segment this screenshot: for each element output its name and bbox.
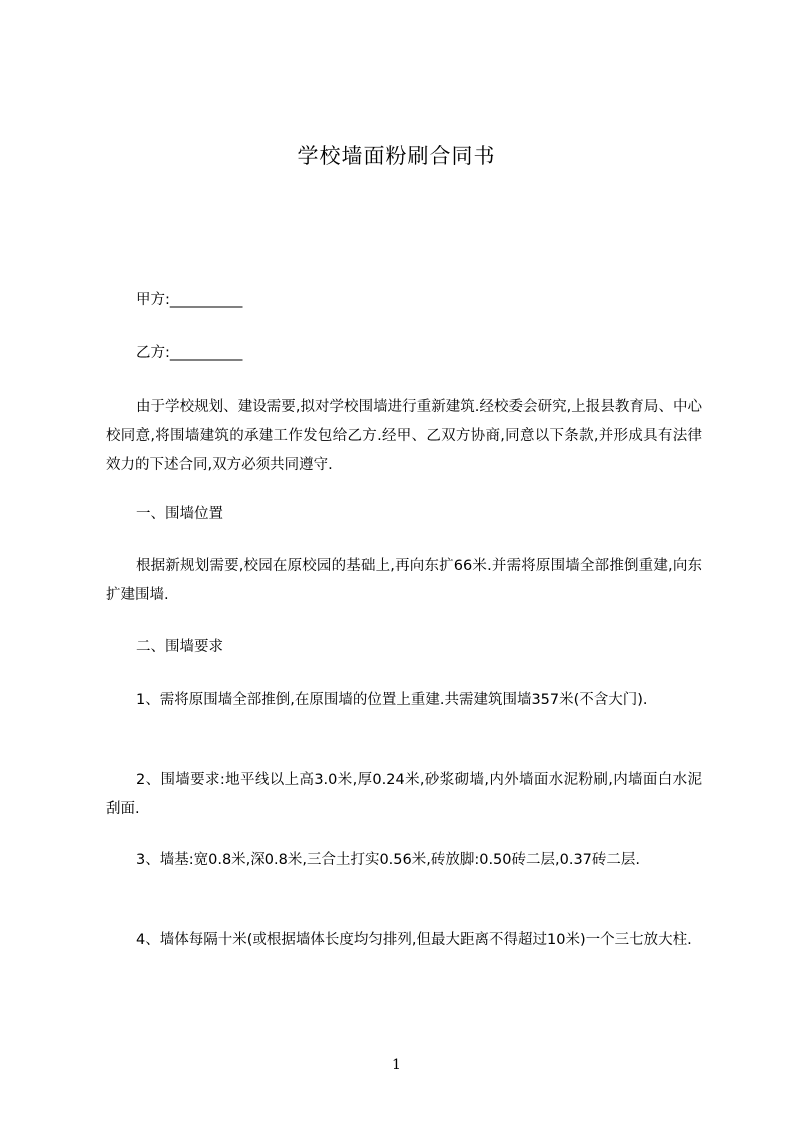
party-a-line: 甲方:__________: [136, 292, 243, 308]
requirement-item-1: 1、需将原围墙全部推倒,在原围墙的位置上重建.共需建筑围墙357米(不含大门).: [136, 692, 648, 708]
section-heading-requirements: 二、围墙要求: [136, 639, 223, 655]
location-paragraph: 根据新规划需要,校园在原校园的基础上,再向东扩66米.并需将原围墙全部推倒重建,向东扩建围墙.: [106, 558, 702, 603]
party-b-line: 乙方:__________: [136, 345, 243, 361]
intro-paragraph: 由于学校规划、建设需要,拟对学校围墙进行重新建筑.经校委会研究,上报县教育局、中心校同意,将围墙建筑的承建工作发包给乙方.经甲、乙双方协商,同意以下条款,并形成具有法律效力的下述合同,双方必须共同遵守.: [106, 399, 702, 473]
page-number: 1: [392, 1057, 401, 1073]
requirement-item-2: 2、围墙要求:地平线以上高3.0米,厚0.24米,砂浆砌墙,内外墙面水泥粉刷,内墙面白水泥刮面.: [106, 772, 702, 817]
requirement-item-4: 4、墙体每隔十米(或根据墙体长度均匀排列,但最大距离不得超过10米)一个三七放大柱.: [136, 932, 692, 948]
section-heading-location: 一、围墙位置: [136, 506, 223, 522]
document-title: 学校墙面粉刷合同书: [297, 144, 496, 168]
requirement-item-3: 3、墙基:宽0.8米,深0.8米,三合土打实0.56米,砖放脚:0.50砖二层,0.37砖二层.: [136, 852, 641, 868]
